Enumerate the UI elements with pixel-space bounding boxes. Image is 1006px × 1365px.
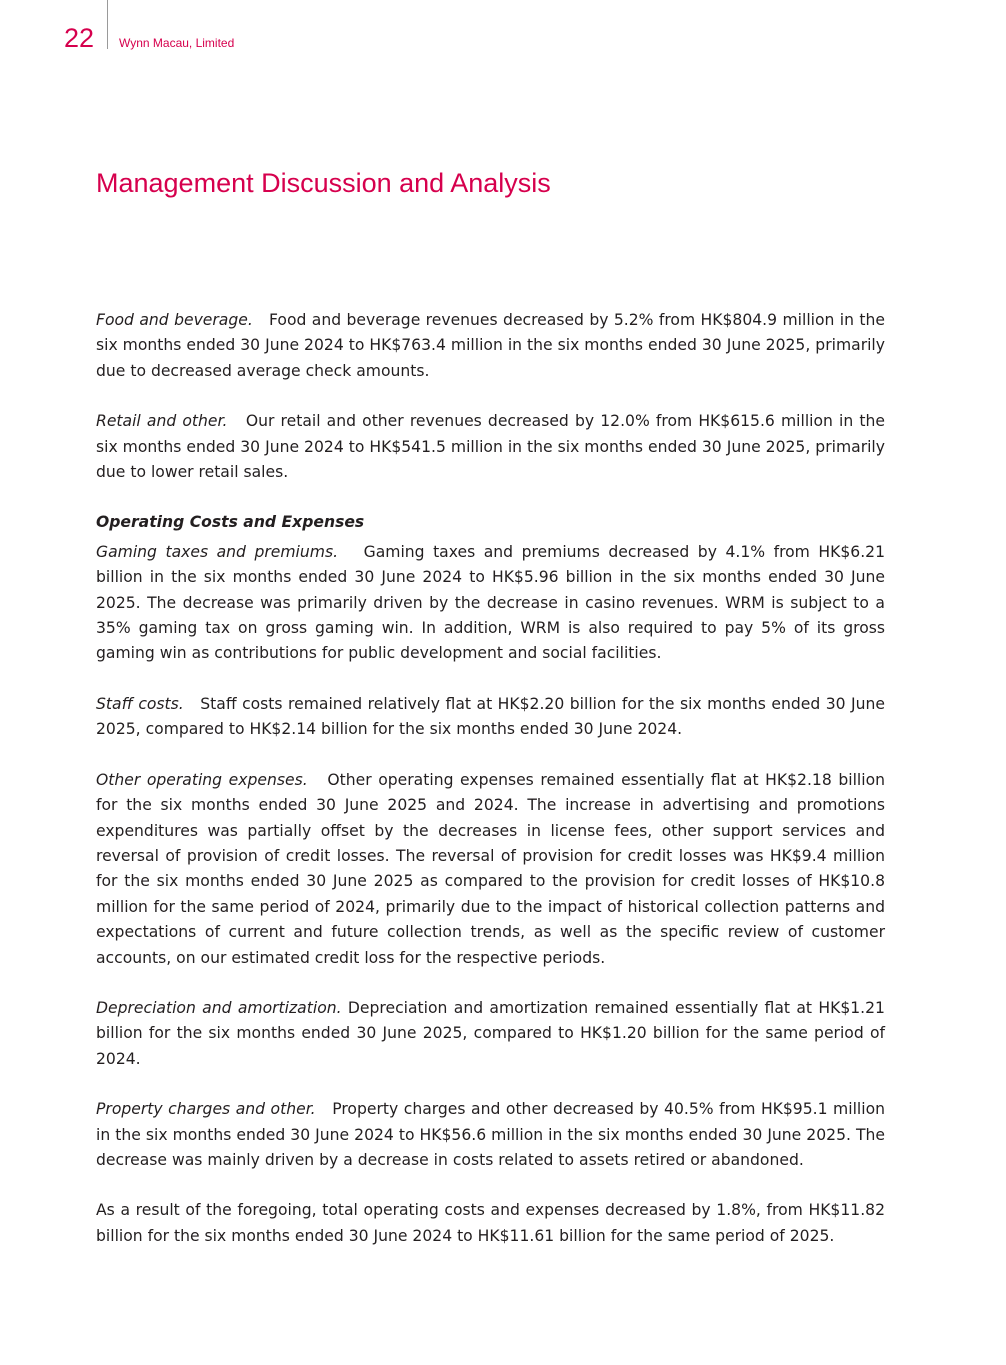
paragraph-text: Staff costs remained relatively flat at HK$2.20 billion for the six months ended 30 June 2025, compared to HK$2.14 billion for the six months ended 30 June 2024. [96,694,886,739]
section-heading: Operating Costs and Expenses [96,513,365,532]
company-name: Wynn Macau, Limited [119,36,235,50]
paragraph-property-charges [96,1097,885,1173]
paragraph-lead: Retail and other. [96,412,228,431]
body-content [96,308,885,1274]
paragraph-text: Depreciation and amortization remained essentially flat at HK$1.21 billion for the six months ended 30 June 2025, compared to HK$1.20 billion for the same period of 2024. [96,998,885,1068]
paragraph-text: Gaming taxes and premiums decreased by 4.1% from HK$6.21 billion in the six months ended 30 June 2024 to HK$5.96 billion in the six months ended 30 June 2025. The decrease was primarily driven by the decrease in casino revenues. WRM is subject to a 35% gaming tax on gross gaming win. In addition, WRM is also required to pay 5% of its gross gaming win as contributions for public development and social facilities. [96,542,885,663]
paragraph-lead: Other operating expenses. [96,770,308,789]
header-divider [107,0,108,49]
paragraph-text: Other operating expenses remained essentially flat at HK$2.18 billion for the six months ended 30 June 2025 and 2024. The increase in advertising and promotions expenditures was partially offset by the decreases in license fees, other support services and reversal of provision of credit losses. The reversal of provision for credit losses was HK$9.4 million for the six months ended 30 June 2025 as compared to the provision for credit losses of HK$10.8 million for the same period of 2024, primarily due to the impact of historical collection patterns and expectations of current and future collection trends, as well as the specific review of customer accounts, on our estimated credit loss for the respective periods. [96,770,885,967]
paragraph-text: Our retail and other revenues decreased by 12.0% from HK$615.6 million in the six months ended 30 June 2024 to HK$541.5 million in the six months ended 30 June 2025, primarily due to lower retail sales. [96,412,885,482]
paragraph-staff-costs [96,692,885,743]
page-number: 22 [64,23,95,53]
paragraph-summary: As a result of the foregoing, total operating costs and expenses decreased by 1.8%, from HK$11.82 billion for the six months ended 30 June 2024 to HK$11.61 billion for the same period of 2025. [96,1201,885,1245]
paragraph-food-beverage [96,308,885,384]
paragraph-text: Property charges and other decreased by 40.5% from HK$95.1 million in the six months ended 30 June 2024 to HK$56.6 million in the six months ended 30 June 2025. The decrease was mainly driven by a decrease in costs related to assets retired or abandoned. [96,1100,886,1169]
paragraph-gaming-taxes [96,540,885,667]
page-title: Management Discussion and Analysis [96,168,551,198]
paragraph-lead: Gaming taxes and premiums. [96,542,339,561]
paragraph-lead: Property charges and other. [96,1100,316,1119]
paragraph-lead: Staff costs. [96,694,184,713]
paragraph-depreciation [96,996,885,1072]
paragraph-other-operating-expenses [96,768,885,971]
paragraph-text: Food and beverage revenues decreased by 5.2% from HK$804.9 million in the six months ended 30 June 2024 to HK$763.4 million in the six months ended 30 June 2025, primarily due to decreased average check amounts. [96,311,885,380]
paragraph-retail [96,409,885,485]
paragraph-lead: Food and beverage. [96,311,253,329]
paragraph-lead: Depreciation and amortization. [96,998,342,1017]
